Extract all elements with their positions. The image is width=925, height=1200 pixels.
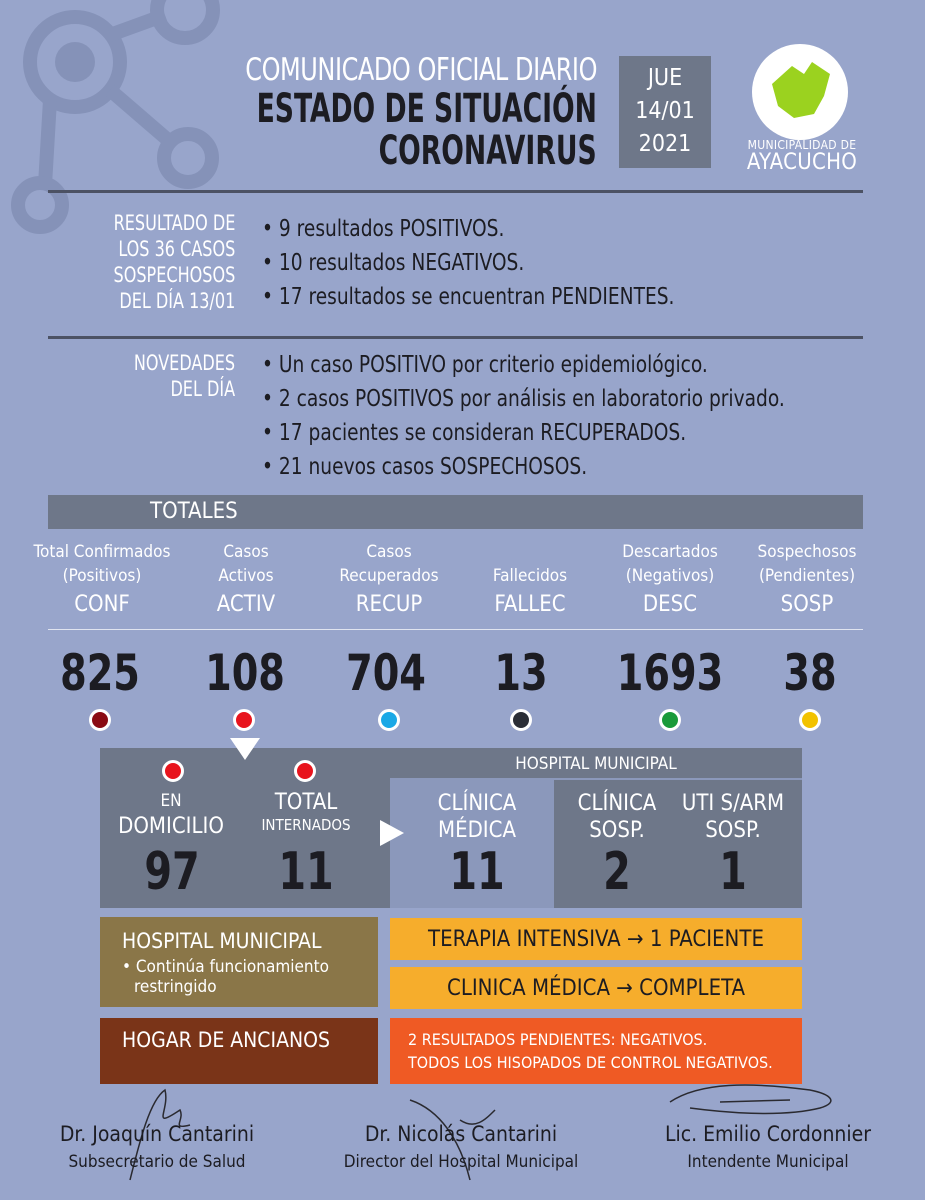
clinica-medica-value: 11: [449, 842, 505, 902]
total-value-activ: 108: [205, 644, 285, 702]
clinica-label-line: CLÍNICA: [437, 791, 517, 816]
signature-3: [665, 1122, 871, 1172]
internados-value: 11: [278, 842, 334, 902]
total-column-sosp: [758, 540, 857, 622]
uti-value: 1: [719, 842, 747, 902]
hospital-header: HOSPITAL MUNICIPAL: [390, 748, 802, 778]
status-dot: [659, 709, 681, 731]
total-value-fallec: 13: [494, 644, 548, 702]
total-column-recup: [339, 540, 438, 622]
status-dot: [510, 709, 532, 731]
logo-text-bottom: AYACUCHO: [746, 150, 858, 175]
date-box: [619, 56, 711, 168]
status-dot: [799, 709, 821, 731]
triangle-right-icon: [380, 820, 406, 846]
totales-title: TOTALES: [150, 499, 238, 524]
column-desc: Descartados: [622, 542, 718, 562]
total-value-recup: 704: [346, 644, 426, 702]
resultados-label-line: LOS 36 CASOS: [117, 237, 235, 261]
total-column-conf: [34, 540, 171, 622]
total-value-conf: 825: [60, 644, 140, 702]
signature-name: Lic. Emilio Cordonnier: [664, 1122, 872, 1146]
hogar-results-text: 2 RESULTADOS PENDIENTES: NEGATIVOS.: [408, 1030, 708, 1049]
hospital-status-title: HOSPITAL MUNICIPAL: [122, 929, 322, 953]
terapia-status-text: TERAPIA INTENSIVA → 1 PACIENTE: [428, 927, 764, 952]
total-value-desc: 1693: [616, 644, 724, 702]
resultados-label-line: SOSPECHOSOS: [113, 263, 235, 287]
clinica-status-box: [390, 967, 802, 1009]
status-dot: [378, 709, 400, 731]
resultados-label: [113, 210, 235, 314]
column-code: ACTIV: [216, 592, 276, 617]
column-desc: (Positivos): [62, 566, 142, 586]
list-item: • 17 resultados se encuentran PENDIENTES.: [262, 284, 675, 310]
novedades-list: [262, 348, 785, 484]
resultados-label-line: RESULTADO DE: [113, 211, 235, 235]
column-code: SOSP: [780, 592, 834, 617]
column-code: DESC: [642, 592, 698, 617]
list-item: • 17 pacientes se consideran RECUPERADOS.: [262, 420, 687, 446]
column-desc: (Negativos): [625, 566, 715, 586]
triangle-down-icon: [230, 738, 260, 762]
signature-scribble: [660, 1082, 850, 1126]
divider: [48, 629, 863, 630]
hogar-results-box: [390, 1018, 802, 1084]
column-code: RECUP: [355, 592, 423, 617]
column-desc: Sospechosos: [757, 542, 857, 562]
date-day-month: 14/01: [635, 98, 695, 124]
column-desc: (Pendientes): [758, 566, 856, 586]
municipality-logo: [752, 44, 848, 140]
hospital-status-text: restringido: [134, 977, 217, 997]
novedades-label: [134, 350, 235, 402]
date-day: JUE: [647, 65, 683, 91]
terapia-status-box: [390, 918, 802, 960]
internados-label-line: INTERNADOS: [261, 816, 351, 834]
total-column-fallec: [493, 540, 567, 622]
column-desc: [493, 540, 567, 564]
domicilio-label: [118, 790, 224, 842]
header-line-2: ESTADO DE SITUACIÓN: [256, 86, 597, 132]
list-item: • 9 resultados POSITIVOS.: [262, 216, 505, 242]
uti-label-line: SOSP.: [705, 818, 761, 843]
column-code: CONF: [74, 592, 130, 617]
internados-label-line: TOTAL: [274, 790, 338, 815]
clinica-sosp-value: 2: [603, 842, 631, 902]
uti-label-line: UTI S/ARM: [681, 791, 785, 816]
divider: [48, 336, 863, 339]
domicilio-value: 97: [144, 842, 200, 902]
signature-name: Dr. Nicolás Cantarini: [364, 1122, 558, 1146]
signature-role: Intendente Municipal: [687, 1152, 849, 1172]
hogar-status-box: [100, 1018, 378, 1084]
column-desc: Activos: [218, 566, 274, 586]
novedades-label-line: NOVEDADES: [133, 351, 235, 375]
list-item: • 2 casos POSITIVOS por análisis en laboratorio privado.: [262, 386, 785, 412]
column-desc: Recuperados: [339, 566, 439, 586]
logo-shape-icon: [752, 44, 848, 140]
clinica-sosp-label: [578, 790, 657, 844]
clinsosp-label-line: CLÍNICA: [577, 791, 657, 816]
status-dot: [162, 760, 184, 782]
signature-role: Subsecretario de Salud: [68, 1152, 246, 1172]
total-value-sosp: 38: [783, 644, 837, 702]
signature-role: Director del Hospital Municipal: [343, 1152, 579, 1172]
hogar-results-text: TODOS LOS HISOPADOS DE CONTROL NEGATIVOS.: [408, 1053, 773, 1072]
clinica-medica-label: [438, 790, 517, 844]
signature-1: [60, 1122, 254, 1172]
status-dot: [294, 760, 316, 782]
header-line-3: CORONAVIRUS: [378, 128, 597, 174]
list-item: • Un caso POSITIVO por criterio epidemiológico.: [262, 352, 708, 378]
clinica-status-text: CLINICA MÉDICA → COMPLETA: [447, 976, 745, 1001]
novedades-label-line: DEL DÍA: [170, 377, 235, 401]
list-item: • 21 nuevos casos SOSPECHOSOS.: [262, 454, 588, 480]
hospital-status-box: [100, 917, 378, 1007]
domicilio-label-line: DOMICILIO: [118, 814, 224, 839]
status-dot: [233, 709, 255, 731]
column-desc: Fallecidos: [492, 566, 568, 586]
uti-label: [682, 790, 784, 844]
signature-2: [344, 1122, 579, 1172]
resultados-label-line: DEL DÍA 13/01: [118, 289, 235, 313]
hospital-status-text: • Continúa funcionamiento: [122, 957, 329, 977]
clinsosp-label-line: SOSP.: [589, 818, 645, 843]
internados-label: [261, 790, 350, 834]
hogar-status-title: HOGAR DE ANCIANOS: [122, 1028, 330, 1052]
clinica-label-line: MÉDICA: [437, 818, 517, 843]
status-dot: [89, 709, 111, 731]
column-desc: Casos: [366, 542, 412, 562]
date-year: 2021: [638, 131, 692, 157]
divider: [48, 190, 863, 193]
list-item: • 10 resultados NEGATIVOS.: [262, 250, 525, 276]
column-desc: Casos: [223, 542, 269, 562]
total-column-desc: [622, 540, 718, 622]
signature-name: Dr. Joaquín Cantarini: [59, 1122, 255, 1146]
domicilio-label-line: EN: [160, 791, 182, 811]
resultados-list: [262, 212, 674, 314]
total-column-activ: [217, 540, 275, 622]
logo-text-top: MUNICIPALIDAD DE: [747, 138, 857, 152]
column-desc: Total Confirmados: [33, 542, 171, 562]
header-line-1: COMUNICADO OFICIAL DIARIO: [245, 52, 597, 88]
column-code: FALLEC: [494, 592, 566, 617]
